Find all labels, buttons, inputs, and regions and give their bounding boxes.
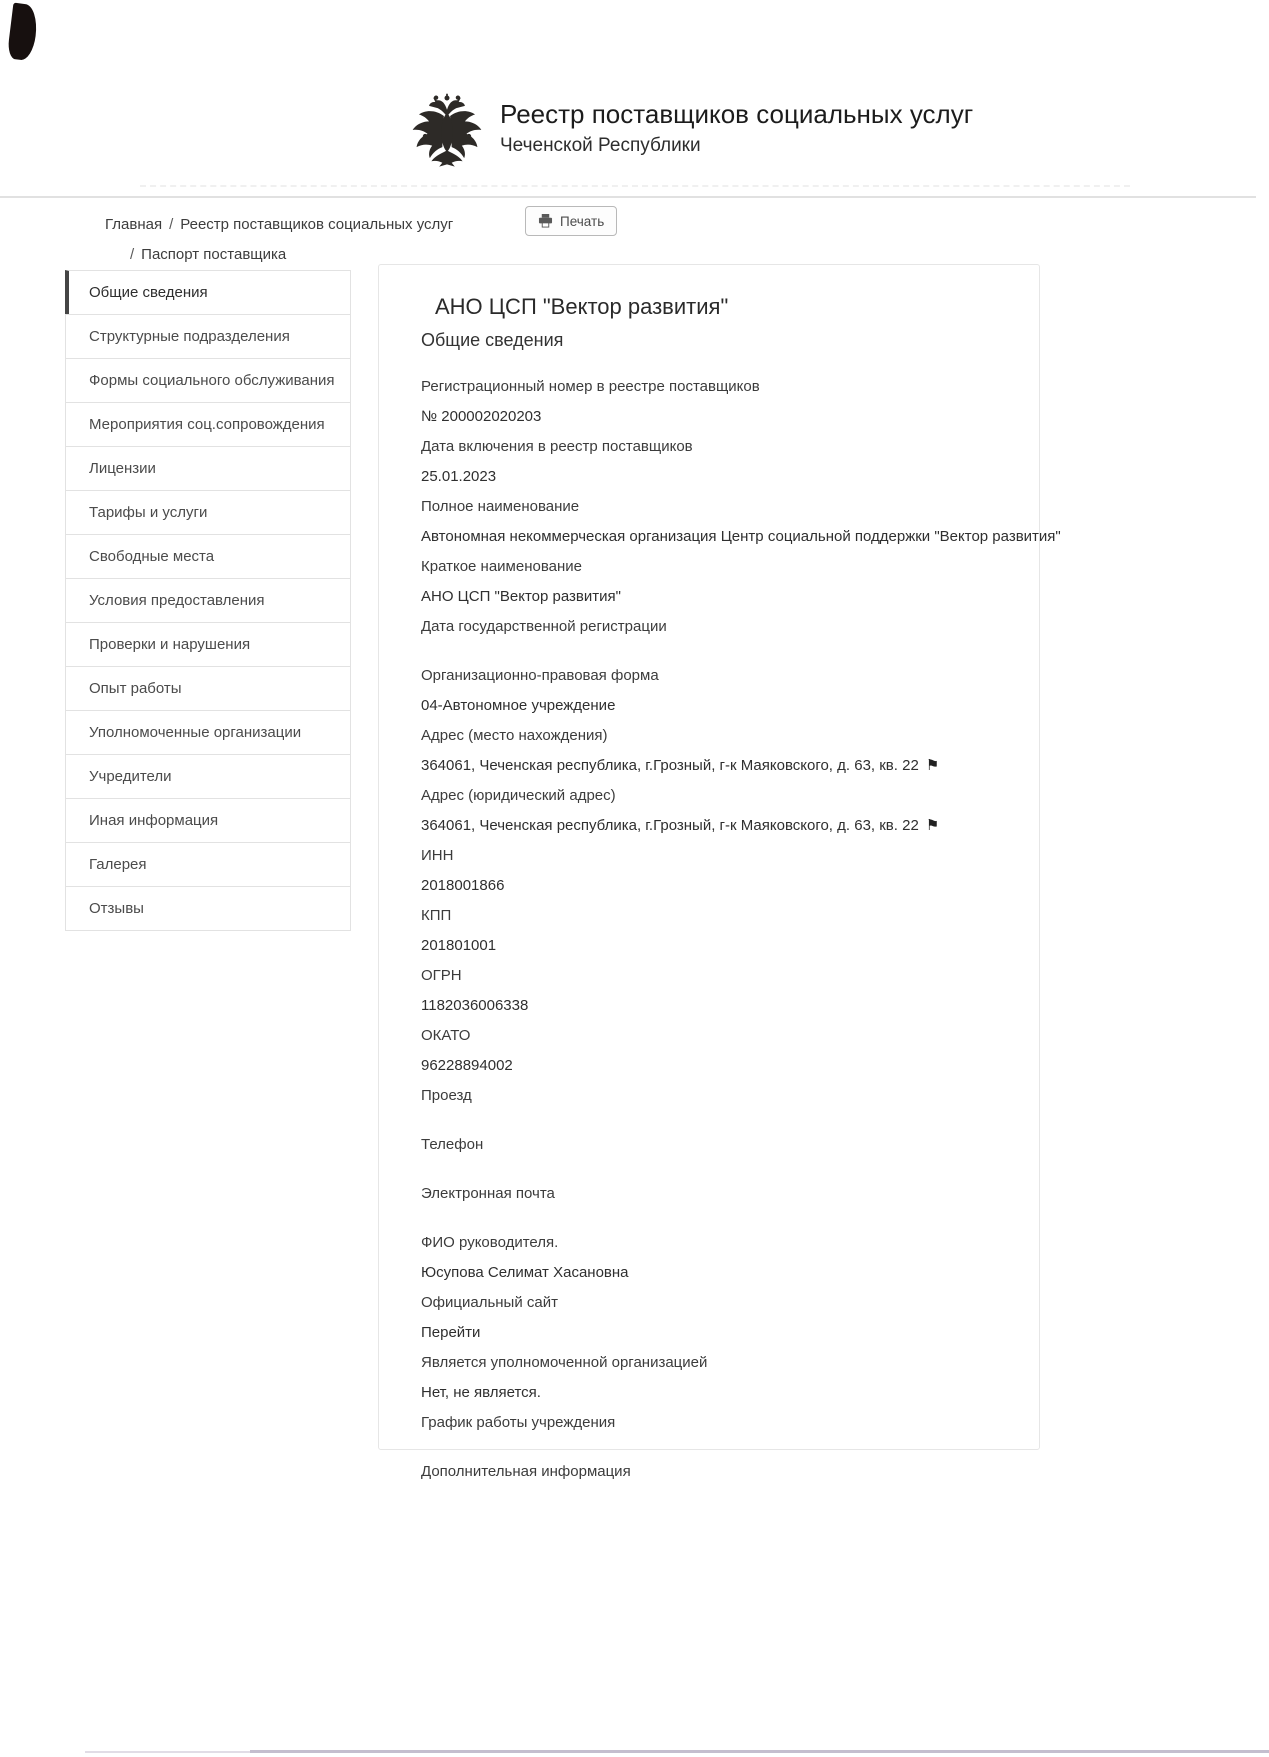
sidebar-nav	[65, 270, 351, 931]
field-label: Является уполномоченной организацией	[421, 1354, 708, 1371]
header-divider	[0, 196, 1256, 198]
map-flag-icon[interactable]: ⚑	[925, 757, 940, 774]
provider-passport-panel	[378, 264, 1061, 1480]
sidebar-item-inspections-violations[interactable]	[65, 622, 351, 667]
field-label: ФИО руководителя.	[421, 1234, 559, 1251]
breadcrumb-separator: /	[169, 216, 174, 233]
field-label: Адрес (место нахождения)	[421, 727, 608, 744]
field-label: Организационно-правовая форма	[421, 667, 659, 684]
field-label: Проезд	[421, 1087, 472, 1104]
section-title: Общие сведения	[421, 330, 564, 350]
field-inclusion-date	[421, 437, 1027, 486]
breadcrumb-registry[interactable]: Реестр поставщиков социальных услуг	[180, 216, 454, 233]
scan-footer-line-faint	[85, 1751, 250, 1753]
field-head-name	[421, 1233, 1027, 1282]
field-value: 201801001	[421, 937, 497, 954]
sidebar-item-label: Условия предоставления	[89, 592, 265, 609]
field-value: 96228894002	[421, 1057, 513, 1074]
sidebar-item-founders[interactable]	[65, 754, 351, 799]
sidebar-item-label: Тарифы и услуги	[89, 504, 208, 521]
sidebar-item-label: Общие сведения	[89, 284, 208, 301]
field-work-schedule	[421, 1413, 1027, 1451]
sidebar-item-label: Уполномоченные организации	[89, 724, 302, 741]
field-ogrn	[421, 966, 1027, 1015]
scan-artifact	[7, 3, 40, 62]
field-label: ИНН	[421, 847, 454, 864]
field-value	[421, 1214, 1027, 1222]
sidebar-item-structural-units[interactable]	[65, 314, 351, 359]
breadcrumb-provider-passport: Паспорт поставщика	[141, 246, 287, 263]
field-label: Телефон	[421, 1136, 484, 1153]
field-value	[421, 816, 1027, 835]
field-label: ОКАТО	[421, 1027, 471, 1044]
sidebar-item-label: Мероприятия соц.сопровождения	[89, 416, 325, 433]
field-value	[421, 1165, 1027, 1173]
field-label: Адрес (юридический адрес)	[421, 787, 616, 804]
sidebar-item-authorized-organizations[interactable]	[65, 710, 351, 755]
field-address-location	[421, 726, 1027, 775]
field-label: Электронная почта	[421, 1185, 555, 1202]
address-text: 364061, Чеченская республика, г.Грозный, г-к Маяковского, д. 63, кв. 22	[421, 817, 919, 834]
sidebar-item-tariffs-services[interactable]	[65, 490, 351, 535]
sidebar-item-label: Учредители	[89, 768, 172, 785]
sidebar-item-label: Формы социального обслуживания	[89, 372, 335, 389]
field-value	[421, 1443, 1027, 1451]
russia-coat-of-arms-icon	[408, 92, 486, 168]
field-email	[421, 1184, 1027, 1222]
field-phone	[421, 1135, 1027, 1173]
provider-name-title: АНО ЦСП "Вектор развития"	[435, 294, 729, 319]
field-label: КПП	[421, 907, 452, 924]
site-subtitle: Чеченской Республики	[500, 135, 701, 156]
sidebar-item-gallery[interactable]	[65, 842, 351, 887]
field-value: Автономная некоммерческая организация Центр социальной поддержки "Вектор развития"	[421, 528, 1061, 545]
field-label: Регистрационный номер в реестре поставщиков	[421, 378, 760, 395]
map-flag-icon[interactable]: ⚑	[925, 817, 940, 834]
sidebar-item-other-information[interactable]	[65, 798, 351, 843]
field-address-legal	[421, 786, 1027, 835]
sidebar-item-label: Структурные подразделения	[89, 328, 290, 345]
sidebar-item-free-places[interactable]	[65, 534, 351, 579]
sidebar-item-service-forms[interactable]	[65, 358, 351, 403]
printer-icon	[538, 214, 553, 228]
field-value: 2018001866	[421, 877, 505, 894]
field-label: Краткое наименование	[421, 558, 582, 575]
field-value: 25.01.2023	[421, 468, 497, 485]
site-title: Реестр поставщиков социальных услуг	[500, 99, 974, 129]
field-value: Юсупова Селимат Хасановна	[421, 1264, 629, 1281]
sidebar-item-work-experience[interactable]	[65, 666, 351, 711]
address-text: 364061, Чеченская республика, г.Грозный, г-к Маяковского, д. 63, кв. 22	[421, 757, 919, 774]
field-value: 04-Автономное учреждение	[421, 697, 616, 714]
field-value: АНО ЦСП "Вектор развития"	[421, 588, 621, 605]
field-kpp	[421, 906, 1027, 955]
print-button[interactable]	[525, 206, 617, 236]
website-link[interactable]: Перейти	[421, 1324, 481, 1341]
field-label: ОГРН	[421, 967, 462, 984]
site-header	[500, 99, 973, 157]
field-label: Дополнительная информация	[421, 1463, 631, 1480]
field-label: Официальный сайт	[421, 1294, 558, 1311]
field-official-website	[421, 1293, 1027, 1342]
sidebar-item-label: Опыт работы	[89, 680, 182, 697]
field-is-authorized-organization	[421, 1353, 1027, 1402]
field-short-name	[421, 557, 1027, 606]
field-value	[421, 647, 1027, 655]
print-button-label: Печать	[560, 213, 605, 229]
field-value: 1182036006338	[421, 997, 529, 1014]
field-value: № 200002020203	[421, 408, 542, 425]
field-value	[421, 756, 1027, 775]
field-state-registration-date	[421, 617, 1027, 655]
field-okato	[421, 1026, 1027, 1075]
sidebar-item-general-info[interactable]	[65, 270, 351, 315]
breadcrumb-separator: /	[130, 246, 135, 263]
field-label: График работы учреждения	[421, 1414, 616, 1431]
sidebar-item-label: Галерея	[89, 856, 147, 873]
breadcrumb	[105, 210, 453, 270]
field-value: Нет, не является.	[421, 1384, 541, 1401]
sidebar-item-label: Отзывы	[89, 900, 144, 917]
sidebar-item-provision-conditions[interactable]	[65, 578, 351, 623]
field-value	[421, 1116, 1027, 1124]
sidebar-item-social-support-events[interactable]	[65, 402, 351, 447]
field-value	[421, 1492, 1027, 1500]
sidebar-item-label: Лицензии	[89, 460, 156, 477]
sidebar-item-label: Свободные места	[89, 548, 215, 565]
sidebar-item-label: Иная информация	[89, 812, 219, 829]
field-label: Дата государственной регистрации	[421, 618, 667, 635]
breadcrumb-home[interactable]: Главная	[105, 216, 163, 233]
field-label: Дата включения в реестр поставщиков	[421, 438, 693, 455]
field-additional-information	[421, 1462, 1027, 1500]
field-inn	[421, 846, 1027, 895]
field-full-name	[421, 497, 1061, 546]
sidebar-item-reviews[interactable]	[65, 886, 351, 931]
scan-noise-line	[140, 185, 1130, 187]
field-directions	[421, 1086, 1027, 1124]
field-registration-number	[421, 377, 1027, 426]
field-legal-form	[421, 666, 1027, 715]
field-label: Полное наименование	[421, 498, 580, 515]
scan-footer-line	[250, 1750, 1269, 1753]
sidebar-item-label: Проверки и нарушения	[89, 636, 251, 653]
sidebar-item-licenses[interactable]	[65, 446, 351, 491]
